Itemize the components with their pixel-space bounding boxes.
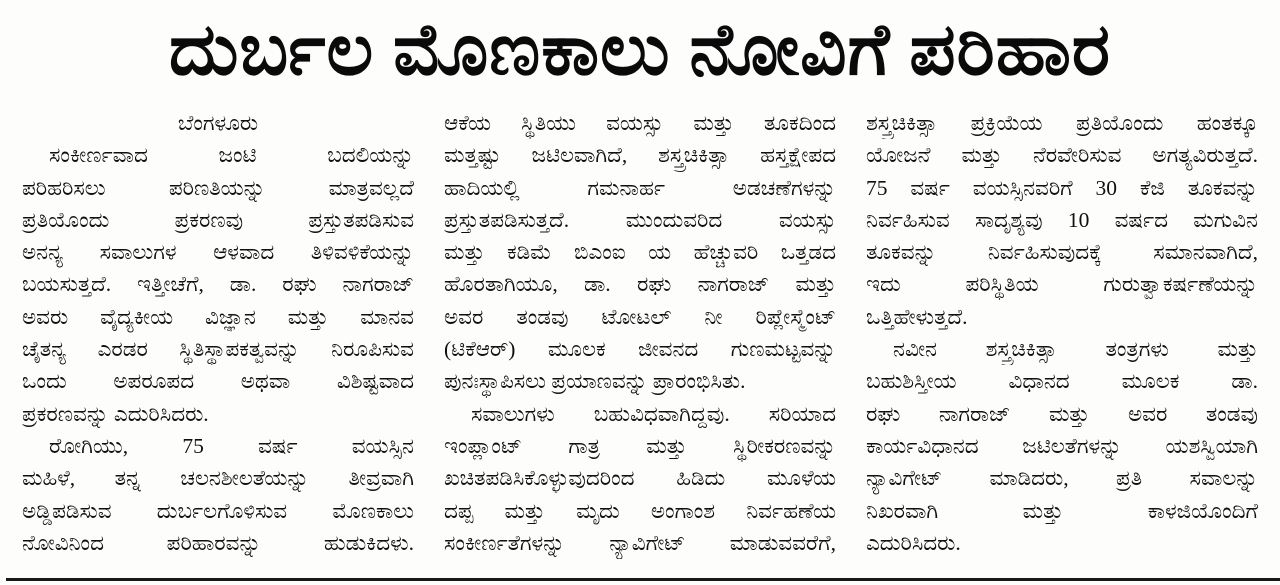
article-line: 75 ವರ್ಷ ವಯಸ್ಸಿನವರಿಗೆ 30 ಕೆಜಿ ತೂಕವನ್ನು [866,175,1258,200]
article-line: ಮತ್ತು ಕಡಿಮೆ ಬಿಎಂಐ ಯ ಹೆಚ್ಚುವರಿ ಒತ್ತಡದ [444,240,836,265]
article-line: ಒತ್ತಿಹೇಳುತ್ತದೆ. [866,304,968,329]
article-line: ನಿರ್ವಹಿಸುವ ಸಾದೃಶ್ಯವು 10 ವರ್ಷದ ಮಗುವಿನ [866,207,1258,232]
article-line: ರಘು ನಾಗರಾಜ್ ಮತ್ತು ಅವರ ತಂಡವು [866,401,1258,426]
article-line: ಕಾರ್ಯವಿಧಾನದ ಜಟಿಲತೆಗಳನ್ನು ಯಶಸ್ವಿಯಾಗಿ [866,433,1258,458]
article-body [22,107,1258,561]
article-line: ಯೋಜನೆ ಮತ್ತು ನೆರವೇರಿಸುವ ಅಗತ್ಯವಿರುತ್ತದೆ. [866,143,1258,168]
article-line: ಪ್ರಕರಣವನ್ನು ಎದುರಿಸಿದರು. [22,401,209,426]
article-line: ನಿಖರವಾಗಿ ಮತ್ತು ಕಾಳಜಿಯೊಂದಿಗೆ [866,498,1258,523]
article-line: ಇದು ಪರಿಸ್ಥಿತಿಯ ಗುರುತ್ವಾಕರ್ಷಣೆಯನ್ನು [866,272,1258,297]
article-line: ತೂಕವನ್ನು ನಿರ್ವಹಿಸುವುದಕ್ಕೆ ಸಮಾನವಾಗಿದೆ, [866,240,1258,265]
article-line: (ಟಿಕೆಆರ್) ಮೂಲಕ ಜೀವನದ ಗುಣಮಟ್ಟವನ್ನು [444,337,836,362]
article-line: ಪ್ರಸ್ತುತಪಡಿಸುತ್ತದೆ. ಮುಂದುವರಿದ ವಯಸ್ಸು [444,207,836,232]
bottom-rule [6,578,1280,581]
article-line: ಬಯಸುತ್ತದೆ. ಇತ್ತೀಚೆಗೆ, ಡಾ. ರಘು ನಾಗರಾಜ್ [22,272,414,297]
article-column-1 [22,107,414,561]
article-line: ಹಾದಿಯಲ್ಲಿ ಗಮನಾರ್ಹ ಅಡಚಣೆಗಳನ್ನು [444,175,836,200]
article-line: ಅಡ್ಡಿಪಡಿಸುವ ದುರ್ಬಲಗೊಳಿಸುವ ಮೊಣಕಾಲು [22,498,414,523]
article-line: ನೋವಿನಿಂದ ಪರಿಹಾರವನ್ನು ಹುಡುಕಿದಳು. [22,530,414,555]
article-line: ದಪ್ಪ ಮತ್ತು ಮೃದು ಅಂಗಾಂಶ ನಿರ್ವಹಣೆಯ [444,498,836,523]
article-line: ರೋಗಿಯು, 75 ವರ್ಷ ವಯಸ್ಸಿನ [49,433,414,458]
article-line: ಆಕೆಯ ಸ್ಥಿತಿಯು ವಯಸ್ಸು ಮತ್ತು ತೂಕದಿಂದ [444,111,836,135]
article-line: ಸಂಕೀರ್ಣವಾದ ಜಂಟಿ ಬದಲಿಯನ್ನು [49,143,414,168]
article-line: ಮತ್ತಷ್ಟು ಜಟಿಲವಾಗಿದೆ, ಶಸ್ತ್ರಚಿಕಿತ್ಸಾ ಹಸ್ತಕ್ಷೇಪದ [444,143,836,168]
dateline: ಬೆಂಗಳೂರು [177,111,259,135]
article-column-2 [444,107,836,561]
article-line: ಖಚಿತಪಡಿಸಿಕೊಳ್ಳುವುದರಿಂದ ಹಿಡಿದು ಮೂಳೆಯ [444,466,836,491]
article-line: ಒಂದು ಅಪರೂಪದ ಅಥವಾ ವಿಶಿಷ್ಟವಾದ [22,369,414,394]
article-line: ಬಹುಶಿಸ್ತೀಯ ವಿಧಾನದ ಮೂಲಕ ಡಾ. [866,369,1258,394]
article-line: ಪರಿಹರಿಸಲು ಪರಿಣತಿಯನ್ನು ಮಾತ್ರವಲ್ಲದೆ [22,175,414,200]
article-line: ಇಂಪ್ಲಾಂಟ್ ಗಾತ್ರ ಮತ್ತು ಸ್ಥಿರೀಕರಣವನ್ನು [444,433,836,458]
article-line: ಎದುರಿಸಿದರು. [866,530,961,555]
article-line: ಪ್ರತಿಯೊಂದು ಪ್ರಕರಣವು ಪ್ರಸ್ತುತಪಡಿಸುವ [22,207,414,232]
article-line: ಹೊರತಾಗಿಯೂ, ಡಾ. ರಘು ನಾಗರಾಜ್ ಮತ್ತು [444,272,836,297]
article-line: ಸಂಕೀರ್ಣತೆಗಳನ್ನು ನ್ಯಾವಿಗೇಟ್ ಮಾಡುವವರೆಗೆ, [444,530,836,555]
article-line: ಚೈತನ್ಯ ಎರಡರ ಸ್ಥಿತಿಸ್ಥಾಪಕತ್ವವನ್ನು ನಿರೂಪಿಸುವ [22,337,414,362]
article-line: ಅನನ್ಯ ಸವಾಲುಗಳ ಆಳವಾದ ತಿಳಿವಳಿಕೆಯನ್ನು [22,240,414,265]
article-line: ಶಸ್ತ್ರಚಿಕಿತ್ಸಾ ಪ್ರಕ್ರಿಯೆಯ ಪ್ರತಿಯೊಂದು ಹಂತಕ್ಕೂ [866,111,1258,135]
article-line: ಮಹಿಳೆ, ತನ್ನ ಚಲನಶೀಲತೆಯನ್ನು ತೀವ್ರವಾಗಿ [22,466,414,491]
article-line: ನ್ಯಾವಿಗೇಟ್ ಮಾಡಿದರು, ಪ್ರತಿ ಸವಾಲನ್ನು [866,466,1258,491]
article-line: ಅವರು ವೈದ್ಯಕೀಯ ವಿಜ್ಞಾನ ಮತ್ತು ಮಾನವ [22,304,414,329]
article-column-3 [866,107,1258,561]
article-line: ಪುನಃಸ್ಥಾಪಿಸಲು ಪ್ರಯಾಣವನ್ನು ಪ್ರಾರಂಭಿಸಿತು. [444,369,746,394]
article-line: ಅವರ ತಂಡವು ಟೋಟಲ್ ನೀ ರಿಪ್ಲೇಸ್ಮೆಂಟ್ [444,304,836,329]
headline: ದುರ್ಬಲ ಮೊಣಕಾಲು ನೋವಿಗೆ ಪರಿಹಾರ [169,10,1111,90]
article-line: ಸವಾಲುಗಳು ಬಹುವಿಧವಾಗಿದ್ದವು. ಸರಿಯಾದ [471,401,836,426]
article-line: ನವೀನ ಶಸ್ತ್ರಚಿಕಿತ್ಸಾ ತಂತ್ರಗಳು ಮತ್ತು [893,337,1258,362]
